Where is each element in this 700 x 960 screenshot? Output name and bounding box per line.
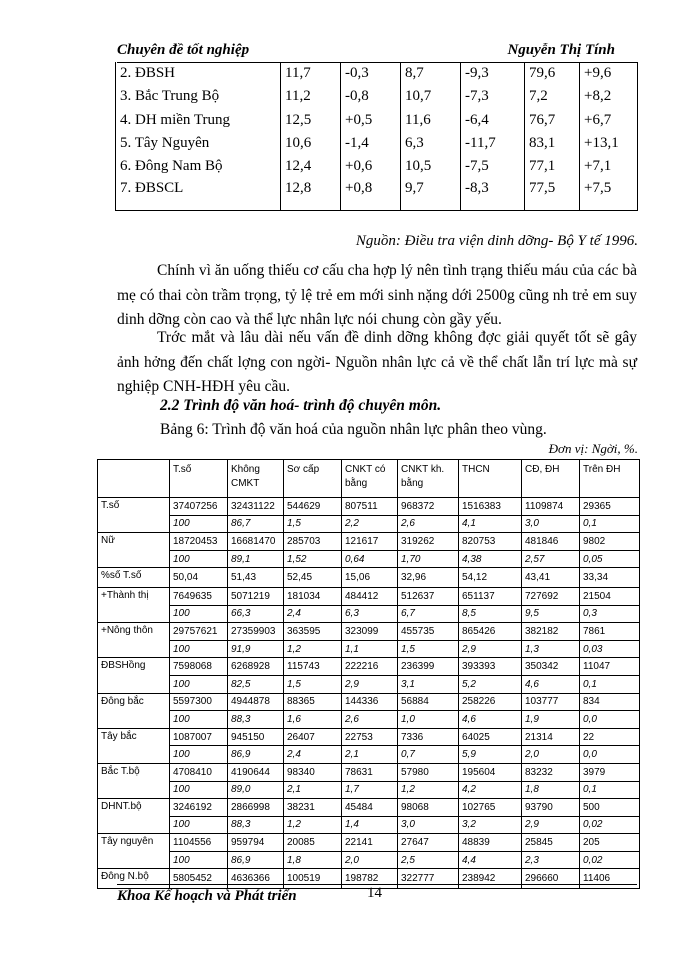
percent-cell: 5,2 <box>459 675 522 693</box>
table-cell: +7,5 <box>580 178 638 211</box>
table-cell: 205 <box>580 834 640 852</box>
table-cell: 57980 <box>398 763 459 781</box>
percent-cell: 3,1 <box>398 675 459 693</box>
table-cell: 9,7 <box>401 178 461 211</box>
percent-row <box>98 605 640 623</box>
table-cell: 500 <box>580 799 640 817</box>
column-header: Không CMKT <box>228 460 284 498</box>
table-cell: 21314 <box>522 728 580 746</box>
percent-cell: 2,57 <box>522 550 580 568</box>
table-cell: 76,7 <box>525 109 580 132</box>
table-row <box>98 568 640 588</box>
column-header: Trên ĐH <box>580 460 640 498</box>
region-label: 4. DH miền Trung <box>116 109 281 132</box>
percent-row <box>98 746 640 764</box>
table-cell: 198782 <box>342 869 398 889</box>
percent-cell: 82,5 <box>228 675 284 693</box>
column-header: THCN <box>459 460 522 498</box>
header-author: Nguyễn Thị Tính <box>507 42 615 58</box>
percent-cell: 100 <box>170 675 228 693</box>
table-cell: 2866998 <box>228 799 284 817</box>
percent-cell: 89,0 <box>228 781 284 799</box>
table-cell: 959794 <box>228 834 284 852</box>
table-cell: 22141 <box>342 834 398 852</box>
page-header <box>117 40 637 63</box>
table-cell: 15,06 <box>342 568 398 588</box>
table-cell: 484412 <box>342 587 398 605</box>
table-cell: 393393 <box>459 658 522 676</box>
table-cell: 9802 <box>580 533 640 551</box>
table-cell: 12,4 <box>281 155 341 178</box>
table-cell: 32,96 <box>398 568 459 588</box>
table-cell: 26407 <box>284 728 342 746</box>
percent-cell: 0,02 <box>580 851 640 869</box>
table-cell: 10,5 <box>401 155 461 178</box>
table-row <box>116 178 638 211</box>
percent-cell: 1,52 <box>284 550 342 568</box>
column-header: CNKT có bằng <box>342 460 398 498</box>
table-cell: 322777 <box>398 869 459 889</box>
percent-cell: 2,1 <box>342 746 398 764</box>
table-cell: 25845 <box>522 834 580 852</box>
table-cell: 285703 <box>284 533 342 551</box>
table-cell: 22 <box>580 728 640 746</box>
percent-cell: 1,8 <box>522 781 580 799</box>
table-cell: 22753 <box>342 728 398 746</box>
row-label: Tây nguyên <box>98 834 170 869</box>
table-cell: 6268928 <box>228 658 284 676</box>
percent-cell: 4,6 <box>522 675 580 693</box>
percent-cell: 6,7 <box>398 605 459 623</box>
table-cell: 56884 <box>398 693 459 711</box>
table-cell: 93790 <box>522 799 580 817</box>
percent-cell: 0,64 <box>342 550 398 568</box>
table-cell: 7336 <box>398 728 459 746</box>
percent-cell: 1,5 <box>284 675 342 693</box>
table-cell: 968372 <box>398 498 459 516</box>
table-cell: -0,8 <box>341 85 401 108</box>
percent-cell: 4,1 <box>459 515 522 533</box>
column-header: CĐ, ĐH <box>522 460 580 498</box>
percent-cell: 0,1 <box>580 515 640 533</box>
page-number: 14 <box>367 885 382 901</box>
table-cell: 38231 <box>284 799 342 817</box>
table-cell: +0,8 <box>341 178 401 211</box>
percent-cell: 9,5 <box>522 605 580 623</box>
table-row <box>116 85 638 108</box>
table-cell: 48839 <box>459 834 522 852</box>
table-cell: 4190644 <box>228 763 284 781</box>
percent-cell: 0,3 <box>580 605 640 623</box>
table-cell: 296660 <box>522 869 580 889</box>
table-cell: 1109874 <box>522 498 580 516</box>
table-row <box>116 132 638 155</box>
percent-cell: 100 <box>170 746 228 764</box>
table-cell: 83,1 <box>525 132 580 155</box>
percent-cell: 91,9 <box>228 640 284 658</box>
column-header: CNKT kh. bằng <box>398 460 459 498</box>
percent-cell: 100 <box>170 515 228 533</box>
percent-cell: 1,4 <box>342 816 398 834</box>
row-label: +Thành thị <box>98 587 170 622</box>
table-cell: +0,5 <box>341 109 401 132</box>
table-row <box>98 533 640 551</box>
table-cell: +6,7 <box>580 109 638 132</box>
percent-cell: 1,3 <box>522 640 580 658</box>
percent-cell: 4,2 <box>459 781 522 799</box>
percent-cell: 100 <box>170 816 228 834</box>
table-cell: 12,5 <box>281 109 341 132</box>
region-label: 3. Bắc Trung Bộ <box>116 85 281 108</box>
percent-cell: 1,2 <box>284 640 342 658</box>
table-cell: 10,6 <box>281 132 341 155</box>
table-cell: 88365 <box>284 693 342 711</box>
percent-cell: 86,9 <box>228 851 284 869</box>
table-cell: 3979 <box>580 763 640 781</box>
table-cell: 820753 <box>459 533 522 551</box>
percent-row <box>98 515 640 533</box>
table-cell: 98068 <box>398 799 459 817</box>
row-label: ĐBSHồng <box>98 658 170 693</box>
table-cell: 45484 <box>342 799 398 817</box>
percent-cell: 0,1 <box>580 675 640 693</box>
percent-row <box>98 640 640 658</box>
table-cell: 32431122 <box>228 498 284 516</box>
table-cell: 7861 <box>580 623 640 641</box>
table-cell: 6,3 <box>401 132 461 155</box>
table-cell: 98340 <box>284 763 342 781</box>
table-row <box>98 498 640 516</box>
row-label: Nữ <box>98 533 170 568</box>
percent-cell: 1,7 <box>342 781 398 799</box>
table-cell: 181034 <box>284 587 342 605</box>
percent-cell: 2,4 <box>284 605 342 623</box>
table-cell: 319262 <box>398 533 459 551</box>
table-row <box>116 62 638 85</box>
percent-cell: 100 <box>170 640 228 658</box>
table-cell: 7649635 <box>170 587 228 605</box>
table-cell: 144336 <box>342 693 398 711</box>
paragraph-human-resources: Trớc mắt và lâu dài nếu vấn đề dinh dỡng không đợc giải quyết tốt sẽ gây ảnh hởng đến chất lợng con ngời- Nguồn nhân lực cả về thể chất lẫn trí lực mà sự nghiệp CNH-HĐH yêu cầu. <box>117 329 637 395</box>
table-cell: 64025 <box>459 728 522 746</box>
page-footer <box>117 884 637 909</box>
table-cell: 945150 <box>228 728 284 746</box>
percent-cell: 0,0 <box>580 746 640 764</box>
table-cell: 238942 <box>459 869 522 889</box>
table-row <box>98 658 640 676</box>
percent-cell: 6,3 <box>342 605 398 623</box>
percent-cell: 2,9 <box>342 675 398 693</box>
header-document-type: Chuyên đề tốt nghiệp <box>117 42 250 58</box>
table-cell: 33,34 <box>580 568 640 588</box>
table-cell: 20085 <box>284 834 342 852</box>
table-row <box>98 834 640 852</box>
percent-cell: 89,1 <box>228 550 284 568</box>
table-row <box>98 728 640 746</box>
percent-cell: 1,1 <box>342 640 398 658</box>
table-cell: 727692 <box>522 587 580 605</box>
percent-cell: 100 <box>170 851 228 869</box>
percent-cell: 0,03 <box>580 640 640 658</box>
percent-cell: 1,70 <box>398 550 459 568</box>
table-cell: -7,3 <box>461 85 525 108</box>
table-cell: +13,1 <box>580 132 638 155</box>
percent-cell: 8,5 <box>459 605 522 623</box>
table-cell: 236399 <box>398 658 459 676</box>
table-cell: 121617 <box>342 533 398 551</box>
percent-cell: 4,38 <box>459 550 522 568</box>
column-header <box>98 460 170 498</box>
percent-cell: 4,4 <box>459 851 522 869</box>
table-cell: 18720453 <box>170 533 228 551</box>
percent-row <box>98 550 640 568</box>
row-label: +Nông thôn <box>98 623 170 658</box>
percent-cell: 1,9 <box>522 711 580 729</box>
table-cell: 4944878 <box>228 693 284 711</box>
table-cell: +9,6 <box>580 62 638 85</box>
region-label: 7. ĐBSCL <box>116 178 281 211</box>
table-cell: 481846 <box>522 533 580 551</box>
table-cell: 8,7 <box>401 62 461 85</box>
table-cell: 11047 <box>580 658 640 676</box>
table-row <box>98 693 640 711</box>
percent-cell: 1,0 <box>398 711 459 729</box>
table-cell: 834 <box>580 693 640 711</box>
percent-cell: 2,9 <box>522 816 580 834</box>
table-cell: 100519 <box>284 869 342 889</box>
percent-cell: 88,3 <box>228 711 284 729</box>
table-cell: 10,7 <box>401 85 461 108</box>
percent-cell: 66,3 <box>228 605 284 623</box>
percent-cell: 88,3 <box>228 816 284 834</box>
row-label: Tây bắc <box>98 728 170 763</box>
percent-row <box>98 711 640 729</box>
table-cell: 195604 <box>459 763 522 781</box>
percent-cell: 1,6 <box>284 711 342 729</box>
table-cell: 51,43 <box>228 568 284 588</box>
table-row <box>98 799 640 817</box>
table-cell: 27647 <box>398 834 459 852</box>
table-cell: 222216 <box>342 658 398 676</box>
percent-row <box>98 851 640 869</box>
table-cell: +7,1 <box>580 155 638 178</box>
percent-cell: 0,02 <box>580 816 640 834</box>
percent-cell: 1,8 <box>284 851 342 869</box>
table-cell: 43,41 <box>522 568 580 588</box>
percent-cell: 4,6 <box>459 711 522 729</box>
table-cell: 7598068 <box>170 658 228 676</box>
row-label: Bắc T.bộ <box>98 763 170 798</box>
regional-nutrition-table <box>115 62 638 211</box>
table-cell: 5805452 <box>170 869 228 889</box>
percent-cell: 3,2 <box>459 816 522 834</box>
table-row <box>98 587 640 605</box>
table-cell: -0,3 <box>341 62 401 85</box>
table-cell: 258226 <box>459 693 522 711</box>
table-cell: 4636366 <box>228 869 284 889</box>
percent-cell: 1,2 <box>284 816 342 834</box>
percent-cell: 100 <box>170 711 228 729</box>
table-cell: 102765 <box>459 799 522 817</box>
percent-cell: 0,0 <box>580 711 640 729</box>
table-cell: -8,3 <box>461 178 525 211</box>
percent-cell: 2,5 <box>398 851 459 869</box>
table-cell: 37407256 <box>170 498 228 516</box>
table-cell: 115743 <box>284 658 342 676</box>
table-cell: -7,5 <box>461 155 525 178</box>
table-cell: 21504 <box>580 587 640 605</box>
percent-row <box>98 781 640 799</box>
table-cell: 4708410 <box>170 763 228 781</box>
percent-cell: 100 <box>170 550 228 568</box>
table-row <box>116 109 638 132</box>
table-cell: 12,8 <box>281 178 341 211</box>
percent-cell: 2,0 <box>522 746 580 764</box>
table-cell: 5597300 <box>170 693 228 711</box>
table-cell: 83232 <box>522 763 580 781</box>
table-cell: 50,04 <box>170 568 228 588</box>
table-cell: 77,5 <box>525 178 580 211</box>
table-cell: 27359903 <box>228 623 284 641</box>
table-cell: 455735 <box>398 623 459 641</box>
table-cell: 79,6 <box>525 62 580 85</box>
footer-faculty: Khoa Kế hoạch và Phát triển <box>117 888 297 904</box>
table-cell: 103777 <box>522 693 580 711</box>
table-cell: +0,6 <box>341 155 401 178</box>
table-cell: -9,3 <box>461 62 525 85</box>
region-label: 6. Đông Nam Bộ <box>116 155 281 178</box>
table-cell: +8,2 <box>580 85 638 108</box>
table-cell: -1,4 <box>341 132 401 155</box>
table-cell: 52,45 <box>284 568 342 588</box>
table-cell: 807511 <box>342 498 398 516</box>
table-cell: -11,7 <box>461 132 525 155</box>
percent-cell: 3,0 <box>522 515 580 533</box>
percent-cell: 86,9 <box>228 746 284 764</box>
table-cell: 11406 <box>580 869 640 889</box>
percent-cell: 1,2 <box>398 781 459 799</box>
percent-cell: 0,7 <box>398 746 459 764</box>
table-cell: 363595 <box>284 623 342 641</box>
percent-cell: 86,7 <box>228 515 284 533</box>
percent-cell: 5,9 <box>459 746 522 764</box>
percent-cell: 0,05 <box>580 550 640 568</box>
table-header-row <box>98 460 640 498</box>
table-cell: 382182 <box>522 623 580 641</box>
table-source-note: Nguồn: Điều tra viện dinh dỡng- Bộ Y tế 1996. <box>355 233 638 249</box>
row-label: T.số <box>98 498 170 533</box>
table-caption: Bảng 6: Trình độ văn hoá của nguồn nhân lực phân theo vùng. <box>160 421 547 438</box>
table-cell: 78631 <box>342 763 398 781</box>
percent-cell: 100 <box>170 781 228 799</box>
table-cell: 1516383 <box>459 498 522 516</box>
percent-row <box>98 675 640 693</box>
table-cell: 11,6 <box>401 109 461 132</box>
table-row <box>98 623 640 641</box>
table-row <box>98 763 640 781</box>
paragraph-nutrition: Chính vì ăn uống thiếu cơ cấu cha hợp lý nên tình trạng thiếu máu của các bà mẹ có thai còn trầm trọng, tỷ lệ trẻ em mới sinh nặng dới 2500g cũng nh trẻ em suy dinh dỡng còn cao và thể lực nhân lực nói chung còn gầy yếu. <box>117 262 637 328</box>
percent-cell: 2,0 <box>342 851 398 869</box>
table-cell: 16681470 <box>228 533 284 551</box>
column-header: T.số <box>170 460 228 498</box>
percent-row <box>98 816 640 834</box>
percent-cell: 1,5 <box>284 515 342 533</box>
table-cell: 29365 <box>580 498 640 516</box>
row-label: %số T.số <box>98 568 170 588</box>
table-cell: 11,2 <box>281 85 341 108</box>
percent-cell: 2,3 <box>522 851 580 869</box>
table-cell: 865426 <box>459 623 522 641</box>
region-label: 2. ĐBSH <box>116 62 281 85</box>
percent-cell: 2,9 <box>459 640 522 658</box>
table-cell: -6,4 <box>461 109 525 132</box>
table-row <box>116 155 638 178</box>
percent-cell: 100 <box>170 605 228 623</box>
table-cell: 350342 <box>522 658 580 676</box>
table-cell: 544629 <box>284 498 342 516</box>
table-cell: 54,12 <box>459 568 522 588</box>
percent-cell: 2,6 <box>398 515 459 533</box>
percent-cell: 1,5 <box>398 640 459 658</box>
percent-cell: 0,1 <box>580 781 640 799</box>
percent-cell: 2,4 <box>284 746 342 764</box>
row-label: DHNT.bộ <box>98 799 170 834</box>
table-cell: 651137 <box>459 587 522 605</box>
table-cell: 5071219 <box>228 587 284 605</box>
percent-cell: 2,2 <box>342 515 398 533</box>
percent-cell: 3,0 <box>398 816 459 834</box>
row-label: Đông N.bộ <box>98 869 170 889</box>
row-label: Đông bắc <box>98 693 170 728</box>
table-cell: 323099 <box>342 623 398 641</box>
section-heading: 2.2 Trình độ văn hoá- trình độ chuyên môn. <box>160 397 442 414</box>
table-cell: 11,7 <box>281 62 341 85</box>
column-header: Sơ cấp <box>284 460 342 498</box>
table-cell: 512637 <box>398 587 459 605</box>
table-cell: 77,1 <box>525 155 580 178</box>
education-level-table <box>97 459 640 889</box>
table-cell: 1104556 <box>170 834 228 852</box>
table-cell: 7,2 <box>525 85 580 108</box>
percent-cell: 2,6 <box>342 711 398 729</box>
table-cell: 1087007 <box>170 728 228 746</box>
region-label: 5. Tây Nguyên <box>116 132 281 155</box>
table-cell: 29757621 <box>170 623 228 641</box>
table-cell: 3246192 <box>170 799 228 817</box>
unit-note: Đơn vị: Ngời, %. <box>548 441 638 456</box>
percent-cell: 2,1 <box>284 781 342 799</box>
